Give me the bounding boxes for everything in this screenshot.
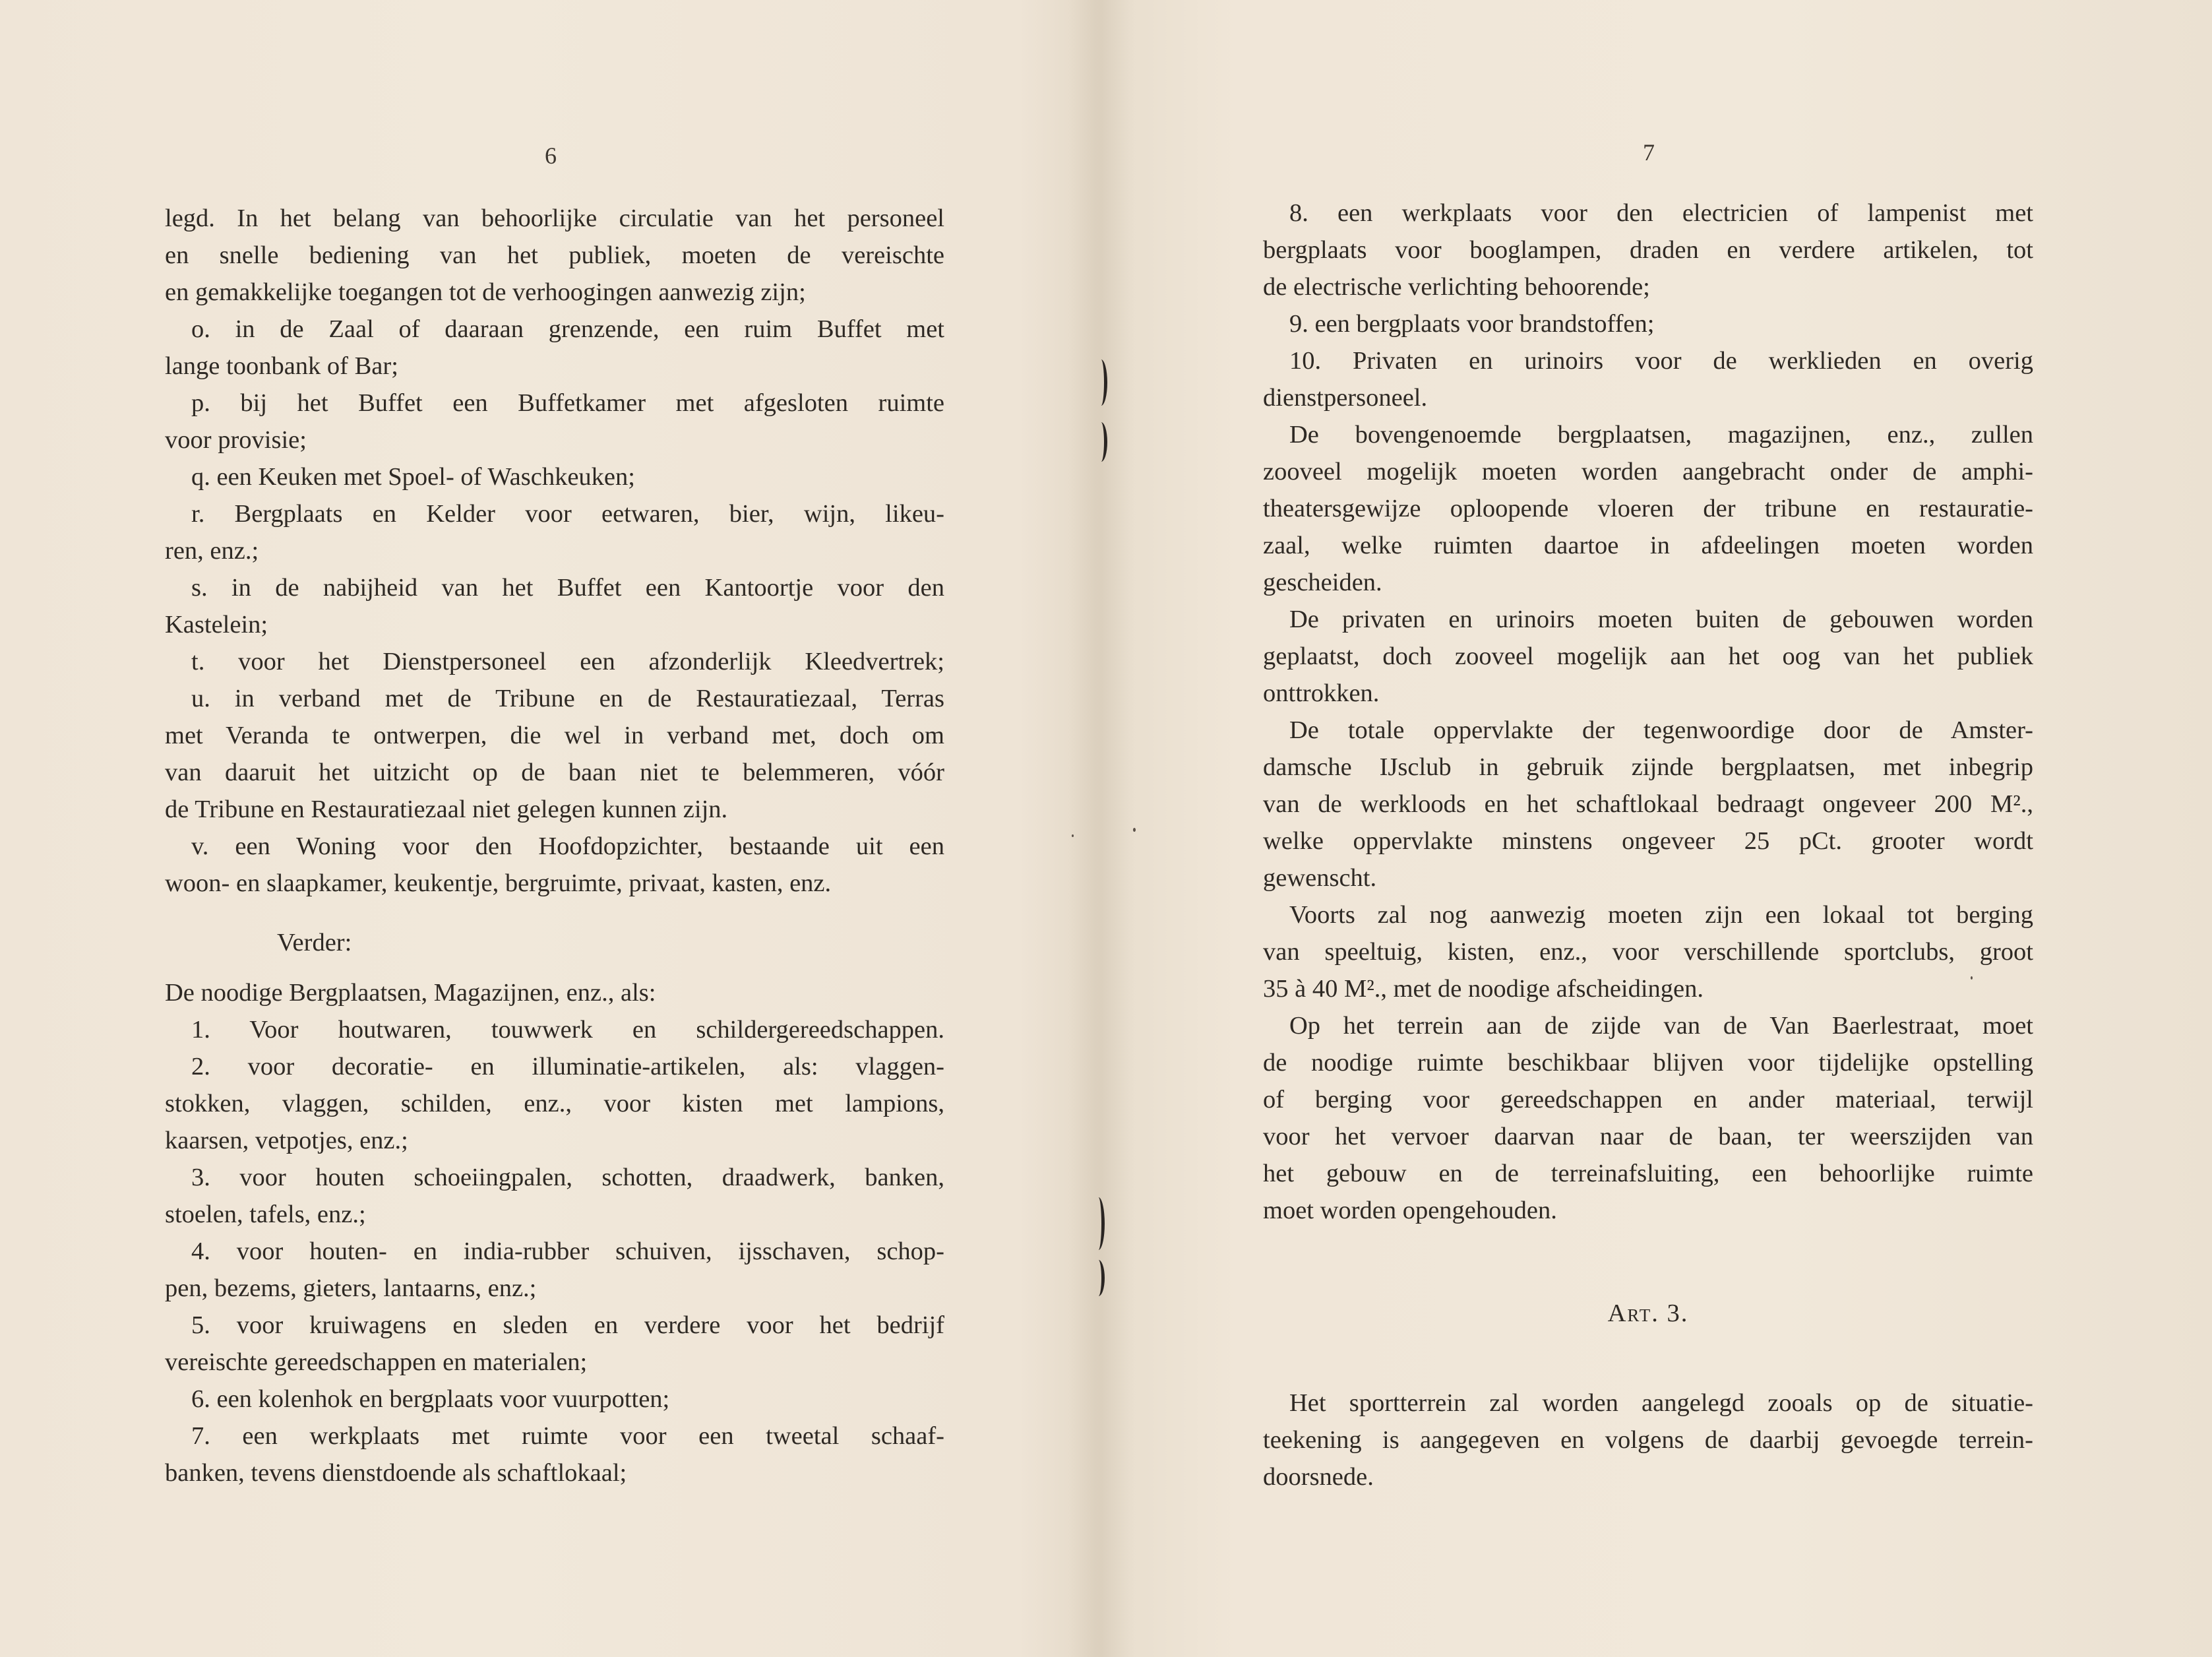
text-line: voor het vervoer daarvan naar de baan, ter weerszijden van (1263, 1123, 2033, 1150)
text-line: de electrische verlichting behoorende; (1263, 273, 1650, 301)
left-page (0, 0, 1095, 1657)
text-line: 6. een kolenhok en bergplaats voor vuurpotten; (191, 1385, 670, 1413)
page-number: 7 (1643, 139, 1655, 166)
text-line: r. Bergplaats en Kelder voor eetwaren, bier, wijn, likeu- (191, 500, 944, 528)
article-heading: Art. 3. (1607, 1299, 1689, 1327)
text-line: woon- en slaapkamer, keukentje, bergruimte, privaat, kasten, enz. (165, 869, 832, 897)
text-line: of berging voor gereedschappen en ander materiaal, terwijl (1263, 1086, 2033, 1113)
left-lines (165, 200, 944, 902)
text-line: van daaruit het uitzicht op de baan niet te belemmeren, vóór (165, 759, 944, 786)
text-line: 5. voor kruiwagens en sleden en verdere voor het bedrijf (191, 1311, 944, 1339)
text-line: 4. voor houten- en india-rubber schuiven, ijsschaven, schop- (191, 1237, 944, 1265)
text-line: De privaten en urinoirs moeten buiten de gebouwen worden (1289, 606, 2033, 633)
page-number: 6 (545, 142, 557, 169)
text-line: 8. een werkplaats voor den electricien of lampenist met (1289, 199, 2033, 227)
subheading-verder: Verder: (277, 929, 352, 956)
text-line: De bovengenoemde bergplaatsen, magazijnen, enz., zullen (1289, 421, 2033, 449)
right-lines-2 (1263, 1385, 2033, 1495)
right-page-text (1263, 195, 2033, 1495)
text-line: 35 à 40 M²., met de noodige afscheidingen. (1263, 975, 1704, 1003)
text-line: met Veranda te ontwerpen, die wel in verband met, doch om (165, 722, 944, 749)
paper-speck (1133, 828, 1136, 832)
text-line: u. in verband met de Tribune en de Restauratiezaal, Terras (191, 685, 944, 712)
text-line: De noodige Bergplaatsen, Magazijnen, enz., als: (165, 979, 656, 1007)
text-line: t. voor het Dienstpersoneel een afzonderlijk Kleedvertrek; (191, 648, 944, 675)
binding-thread-mark (1095, 360, 1107, 406)
text-line: van speeltuig, kisten, enz., voor verschillende sportclubs, groot (1263, 938, 2033, 966)
text-line: moet worden opengehouden. (1263, 1197, 1557, 1224)
text-line: 10. Privaten en urinoirs voor de werklieden en overig (1289, 347, 2033, 375)
text-line: vereischte gereedschappen en materialen; (165, 1348, 588, 1376)
text-line: lange toonbank of Bar; (165, 352, 398, 380)
left-page-text (165, 200, 944, 1491)
text-line: q. een Keuken met Spoel- of Waschkeuken; (191, 463, 635, 491)
text-line: bergplaats voor booglampen, draden en verdere artikelen, tot (1263, 236, 2033, 264)
text-line: teekening is aangegeven en volgens de daarbij gevoegde terrein- (1263, 1426, 2033, 1454)
text-line: stoelen, tafels, enz.; (165, 1201, 366, 1228)
text-line: Kastelein; (165, 611, 268, 639)
text-line: Het sportterrein zal worden aangelegd zooals op de situatie- (1289, 1389, 2033, 1417)
text-line: v. een Woning voor den Hoofdopzichter, bestaande uit een (191, 832, 944, 860)
text-line: de noodige ruimte beschikbaar blijven voor tijdelijke opstelling (1263, 1049, 2033, 1077)
binding-thread-mark (1092, 1197, 1105, 1250)
text-line: van de werkloods en het schaftlokaal bedraagt ongeveer 200 M²., (1263, 790, 2033, 818)
text-line: Op het terrein aan de zijde van de Van Baerlestraat, moet (1289, 1012, 2033, 1040)
text-line: voor provisie; (165, 426, 307, 454)
text-line: en gemakkelijke toegangen tot de verhoogingen aanwezig zijn; (165, 278, 806, 306)
text-line: onttrokken. (1263, 679, 1380, 707)
text-line: De totale oppervlakte der tegenwoordige door de Amster- (1289, 716, 2033, 744)
text-line: o. in de Zaal of daaraan grenzende, een ruim Buffet met (191, 315, 944, 343)
text-line: s. in de nabijheid van het Buffet een Kantoortje voor den (191, 574, 944, 602)
text-line: 3. voor houten schoeiingpalen, schotten, draadwerk, banken, (191, 1164, 944, 1191)
text-line: 7. een werkplaats met ruimte voor een tweetal schaaf- (191, 1422, 944, 1450)
text-line: zooveel mogelijk moeten worden aangebracht onder de amphi- (1263, 458, 2033, 485)
text-line: 1. Voor houtwaren, touwwerk en schildergereedschappen. (191, 1016, 944, 1044)
paper-speck (1072, 834, 1074, 837)
text-line: en snelle bediening van het publiek, moeten de vereischte (165, 241, 944, 269)
text-line: 9. een bergplaats voor brandstoffen; (1289, 310, 1655, 338)
text-line: geplaatst, doch zooveel mogelijk aan het oog van het publiek (1263, 642, 2033, 670)
text-line: theatersgewijze oploopende vloeren der tribune en restauratie- (1263, 495, 2033, 522)
spacer (1263, 1229, 2033, 1295)
right-page (1095, 0, 2212, 1657)
text-line: het gebouw en de terreinafsluiting, een behoorlijke ruimte (1263, 1160, 2033, 1187)
text-line: welke oppervlakte minstens ongeveer 25 pCt. grooter wordt (1263, 827, 2033, 855)
text-line: Voorts zal nog aanwezig moeten zijn een lokaal tot berging (1289, 901, 2033, 929)
text-line: ren, enz.; (165, 537, 259, 565)
text-line: dienstpersoneel. (1263, 384, 1428, 412)
text-line: doorsnede. (1263, 1463, 1374, 1491)
spacer (1263, 1332, 2033, 1385)
text-line: 2. voor decoratie- en illuminatie-artikelen, als: vlaggen- (191, 1053, 944, 1080)
text-line: de Tribune en Restauratiezaal niet gelegen kunnen zijn. (165, 796, 728, 823)
text-line: pen, bezems, gieters, lantaarns, enz.; (165, 1274, 537, 1302)
text-line: zaal, welke ruimten daartoe in afdeelingen moeten worden (1263, 532, 2033, 559)
spacer (165, 902, 944, 924)
left-lines-2 (165, 974, 944, 1491)
text-line: p. bij het Buffet een Buffetkamer met afgesloten ruimte (191, 389, 944, 417)
binding-thread-mark (1092, 1260, 1105, 1296)
text-line: stokken, vlaggen, schilden, enz., voor kisten met lampions, (165, 1090, 944, 1117)
text-line: kaarsen, vetpotjes, enz.; (165, 1127, 408, 1154)
spacer (165, 961, 944, 974)
text-line: gescheiden. (1263, 569, 1382, 596)
text-line: damsche IJsclub in gebruik zijnde bergplaatsen, met inbegrip (1263, 753, 2033, 781)
text-line: banken, tevens dienstdoende als schaftlokaal; (165, 1459, 627, 1487)
text-line: gewenscht. (1263, 864, 1377, 892)
text-line: legd. In het belang van behoorlijke circulatie van het personeel (165, 204, 944, 232)
right-lines (1263, 195, 2033, 1229)
paper-speck (1971, 976, 1973, 980)
binding-thread-mark (1095, 422, 1107, 462)
